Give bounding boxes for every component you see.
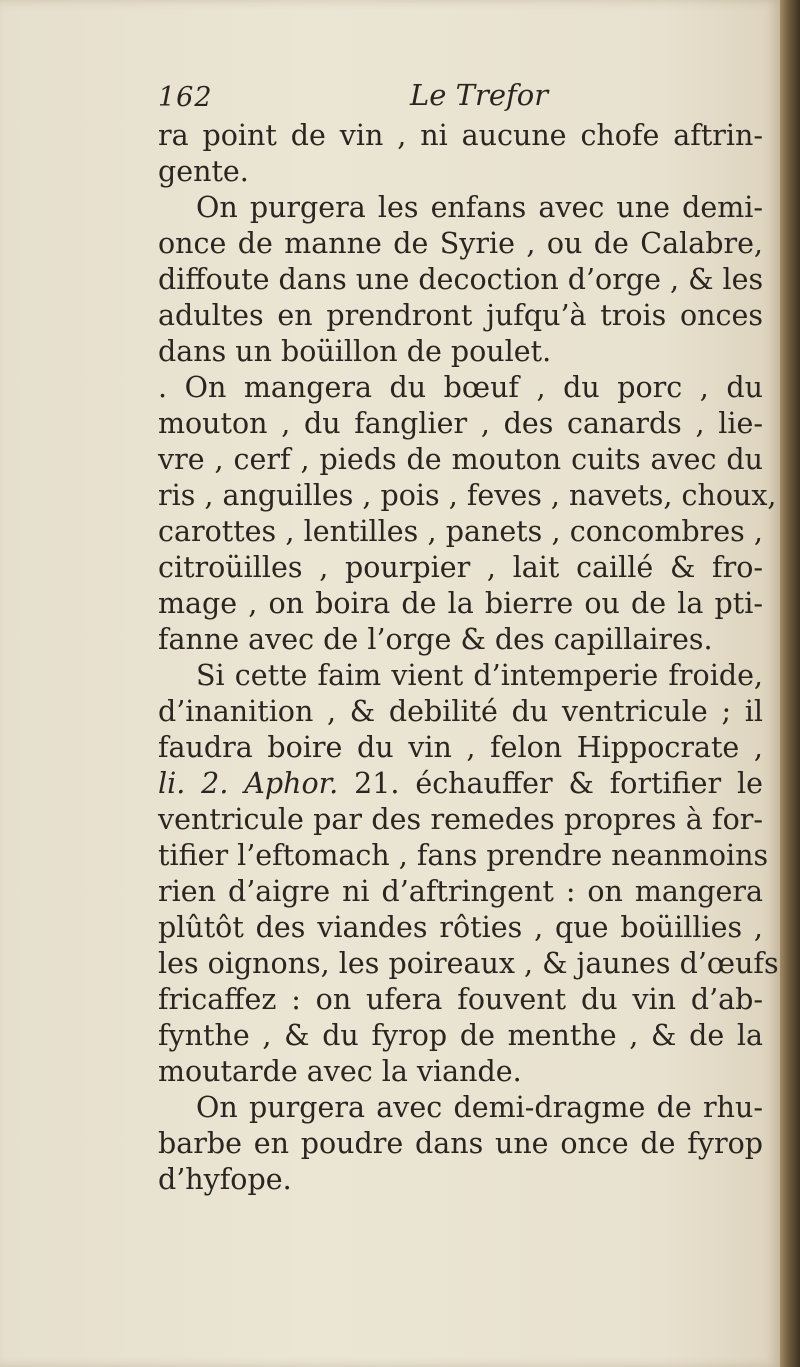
text-line: mage , on boira de la bierre ou de la pti- — [158, 587, 763, 620]
text-line: ra point de vin , ni aucune chofe aftrin- — [158, 119, 763, 152]
reference-aphorism: Aphor. — [244, 767, 339, 800]
text-line: les oignons, les poireaux , & jaunes d’œufs — [158, 947, 779, 980]
text-line: mouton , du fanglier , des canards , lie- — [158, 407, 763, 440]
text-line: tifier l’eftomach , fans prendre neanmoins — [158, 839, 769, 872]
text-line: gente. — [158, 155, 249, 188]
text-body — [158, 118, 779, 1198]
text-line: carottes , lentilles , panets , concombres , — [158, 515, 763, 548]
text-line: . On mangera du bœuf , du porc , du — [158, 371, 763, 404]
paragraph-1 — [158, 118, 763, 190]
book-binding-edge — [780, 0, 800, 1367]
text-line: faudra boire du vin , felon Hippocrate , — [158, 731, 763, 764]
text-line: d’inanition , & debilité du ventricule ; il — [158, 695, 763, 728]
reference-book: li. 2. — [158, 767, 229, 800]
paragraph-3 — [158, 370, 777, 658]
text-line-reference — [158, 766, 763, 802]
text-line: plûtôt des viandes rôties , que boüillies , — [158, 911, 763, 944]
text-line: fanne avec de l’orge & des capillaires. — [158, 623, 713, 656]
text-line: dans un boüillon de poulet. — [158, 335, 552, 368]
text-line: moutarde avec la viande. — [158, 1055, 522, 1088]
text-line: barbe en poudre dans une once de fyrop — [158, 1127, 763, 1160]
text-line: On purgera les enfans avec une demi- — [196, 191, 763, 224]
text-line: fricaffez : on ufera fouvent du vin d’ab- — [158, 983, 763, 1016]
text-line: vre , cerf , pieds de mouton cuits avec du — [158, 443, 763, 476]
text-line: ris , anguilles , pois , feves , navets, choux, — [158, 479, 777, 512]
text-line: diffoute dans une decoction d’orge , & les — [158, 263, 764, 296]
text-line: fynthe , & du fyrop de menthe , & de la — [158, 1019, 763, 1052]
text-line: adultes en prendront jufqu’à trois onces — [158, 299, 763, 332]
page-header — [158, 78, 748, 120]
text-line: citroüilles , pourpier , lait caillé & fro- — [158, 551, 763, 584]
paragraph-5 — [158, 1090, 763, 1198]
text-line: d’hyfope. — [158, 1163, 292, 1196]
text-line: rien d’aigre ni d’aftringent : on mangera — [158, 875, 763, 908]
running-title: Le Trefor — [410, 78, 549, 112]
text-line: Si cette faim vient d’intemperie froide, — [196, 659, 763, 692]
text-line: ventricule par des remedes propres à for- — [158, 803, 763, 836]
reference-number: 21. — [354, 767, 400, 800]
page-number: 162 — [158, 82, 213, 113]
text-line: On purgera avec demi-dragme de rhu- — [196, 1091, 763, 1124]
paragraph-2 — [158, 190, 763, 370]
reference-continuation: échauffer & fortifier le — [415, 767, 764, 800]
text-line: once de manne de Syrie , ou de Calabre, — [158, 227, 763, 260]
paragraph-4 — [158, 658, 779, 1090]
